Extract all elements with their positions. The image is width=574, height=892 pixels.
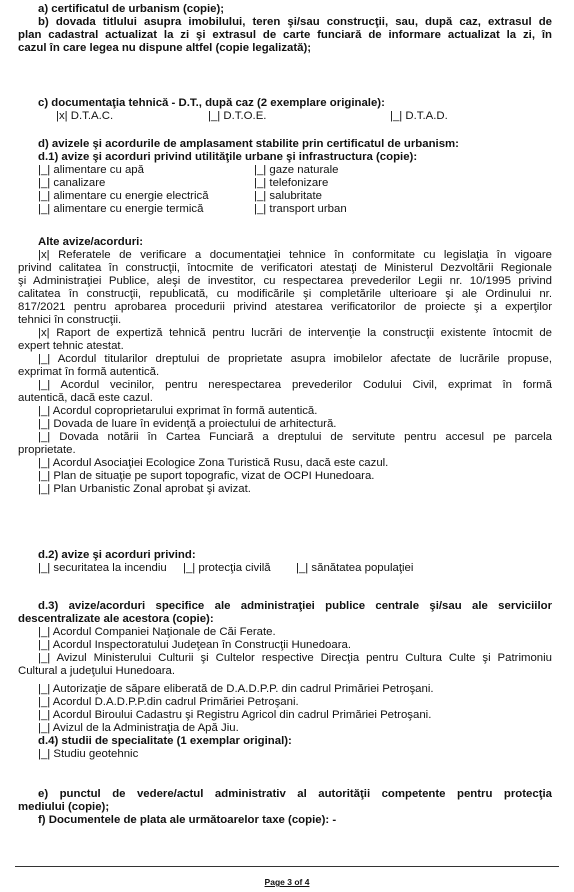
text-line: |_| sănătatea populaţiei — [296, 562, 414, 574]
text-line: |_| Studiu geotehnic — [38, 748, 139, 760]
text-line: |x| Referatele de verificare a documentaţiei tehnice în conformitate cu legislaţia în vigoare — [38, 249, 552, 261]
text-line: d) avizele şi acordurile de amplasament stabilite prin certificatul de urbanism: — [38, 138, 459, 150]
text-line: |_| D.T.O.E. — [208, 110, 267, 122]
text-line: |_| Acordul Companiei Naţionale de Căi Ferate. — [38, 626, 276, 638]
text-line: proprietate. — [18, 444, 76, 456]
text-line: |_| transport urban — [254, 203, 347, 215]
text-line: descentralizate ale acestora (copie): — [18, 613, 214, 625]
text-line: e) punctul de vedere/actul administrativ al autorităţii competente pentru protecţia — [38, 788, 552, 800]
text-line: cazul în care legea nu dispune altfel (copie legalizată); — [18, 42, 312, 54]
text-line: |_| canalizare — [38, 177, 106, 189]
text-line: |_| Acordul Asociaţiei Ecologice Zona Turistică Rusu, dacă este cazul. — [38, 457, 389, 469]
text-line: |_| Acordul titularilor dreptului de proprietate asupra imobilelor afectate de lucrările propuse, — [38, 353, 552, 365]
text-line: |_| Acordul D.A.D.P.P.din cadrul Primăriei Petroşani. — [38, 696, 299, 708]
text-line: Alte avize/acorduri: — [38, 236, 144, 248]
text-line: calitatea în construcţii, republicată, cu modificările şi completările ulterioare şi ale Ordinului nr. — [18, 288, 552, 300]
text-line: a) certificatul de urbanism (copie); — [38, 3, 225, 15]
page-footer — [0, 876, 574, 889]
text-line: d.2) avize şi acorduri privind: — [38, 549, 196, 561]
text-line: |_| alimentare cu energie electrică — [38, 190, 209, 202]
text-line: mediului (copie); — [18, 801, 110, 813]
text-line: |_| Plan Urbanistic Zonal aprobat şi avizat. — [38, 483, 251, 495]
text-line: exprimat în formă autentică. — [18, 366, 160, 378]
text-line: Cultural a judeţului Hunedoara. — [18, 665, 176, 677]
text-line: b) dovada titlului asupra imobilului, teren şi/sau construcţii, sau, după caz, extrasul de — [38, 16, 552, 28]
text-line: |_| alimentare cu apă — [38, 164, 144, 176]
text-line: |_| Avizul Ministerului Culturii şi Cultelor respective Direcţia pentru Cultura Culte şi Patrimoniu — [38, 652, 552, 664]
text-line: privind calitatea în construcţii, întocmite de verificatori atestaţi de Ministerul Dezvoltării Regionale — [18, 262, 552, 274]
text-line: d.3) avize/acorduri specifice ale administraţiei publice centrale şi/sau ale serviciilor — [38, 600, 552, 612]
text-line: tehnici în construcţii. — [18, 314, 122, 326]
text-line: |_| salubritate — [254, 190, 322, 202]
text-line: 817/2021 pentru aprobarea procedurii privind atestarea verificatorilor de proiecte şi a experţilor — [18, 301, 552, 313]
footer-divider — [15, 866, 559, 867]
text-line: |_| securitatea la incendiu — [38, 562, 167, 574]
text-line: d.4) studii de specialitate (1 exemplar original): — [38, 735, 292, 747]
text-line: |_| Autorizaţie de săpare eliberată de D.A.D.P.P. din cadrul Primăriei Petroşani. — [38, 683, 434, 695]
text-line: |x| Raport de expertiză tehnică pentru lucrări de intervenţie la construcţii existente întocmit de — [38, 327, 552, 339]
text-line: |_| Dovada notării în Cartea Funciară a dreptului de servitute pentru accesul pe parcela — [38, 431, 552, 443]
text-line: expert tehnic atestat. — [18, 340, 124, 352]
text-line: |_| protecţia civilă — [183, 562, 271, 574]
text-line: d.1) avize şi acorduri privind utilităţile urbane şi infrastructura (copie): — [38, 151, 418, 163]
text-line: c) documentaţia tehnică - D.T., după caz (2 exemplare originale): — [38, 97, 385, 109]
text-line: plan cadastral actualizat la zi şi extrasul de carte funciară de informare actualizat la zi, în — [18, 29, 552, 41]
text-line: |_| telefonizare — [254, 177, 329, 189]
text-line: autentică, dacă este cazul. — [18, 392, 153, 404]
text-line: |_| D.T.A.D. — [390, 110, 448, 122]
text-line: |_| Avizul de la Administraţia de Apă Jiu. — [38, 722, 239, 734]
text-line: |_| Dovada de luare în evidenţă a proiectului de arhitectură. — [38, 418, 337, 430]
text-line: |_| Acordul coproprietarului exprimat în formă autentică. — [38, 405, 318, 417]
text-line: şi Administraţiei Publice, aleşi de investitor, cu respectarea prevederilor Legii nr. 10/1995 privind — [18, 275, 552, 287]
page-number: Page 3 of 4 — [264, 877, 310, 887]
text-line: |x| D.T.A.C. — [56, 110, 114, 122]
text-line: |_| gaze naturale — [254, 164, 339, 176]
text-line: |_| alimentare cu energie termică — [38, 203, 204, 215]
text-line: f) Documentele de plata ale următoarelor taxe (copie): - — [38, 814, 337, 826]
text-line: |_| Acordul vecinilor, pentru nerespectarea prevederilor Codului Civil, exprimat în formă — [38, 379, 552, 391]
text-line: |_| Acordul Biroului Cadastru şi Registru Agricol din cadrul Primăriei Petroşani. — [38, 709, 432, 721]
text-line: |_| Acordul Inspectoratului Judeţean în Construcţii Hunedoara. — [38, 639, 352, 651]
text-line: |_| Plan de situaţie pe suport topografic, vizat de OCPI Hunedoara. — [38, 470, 375, 482]
